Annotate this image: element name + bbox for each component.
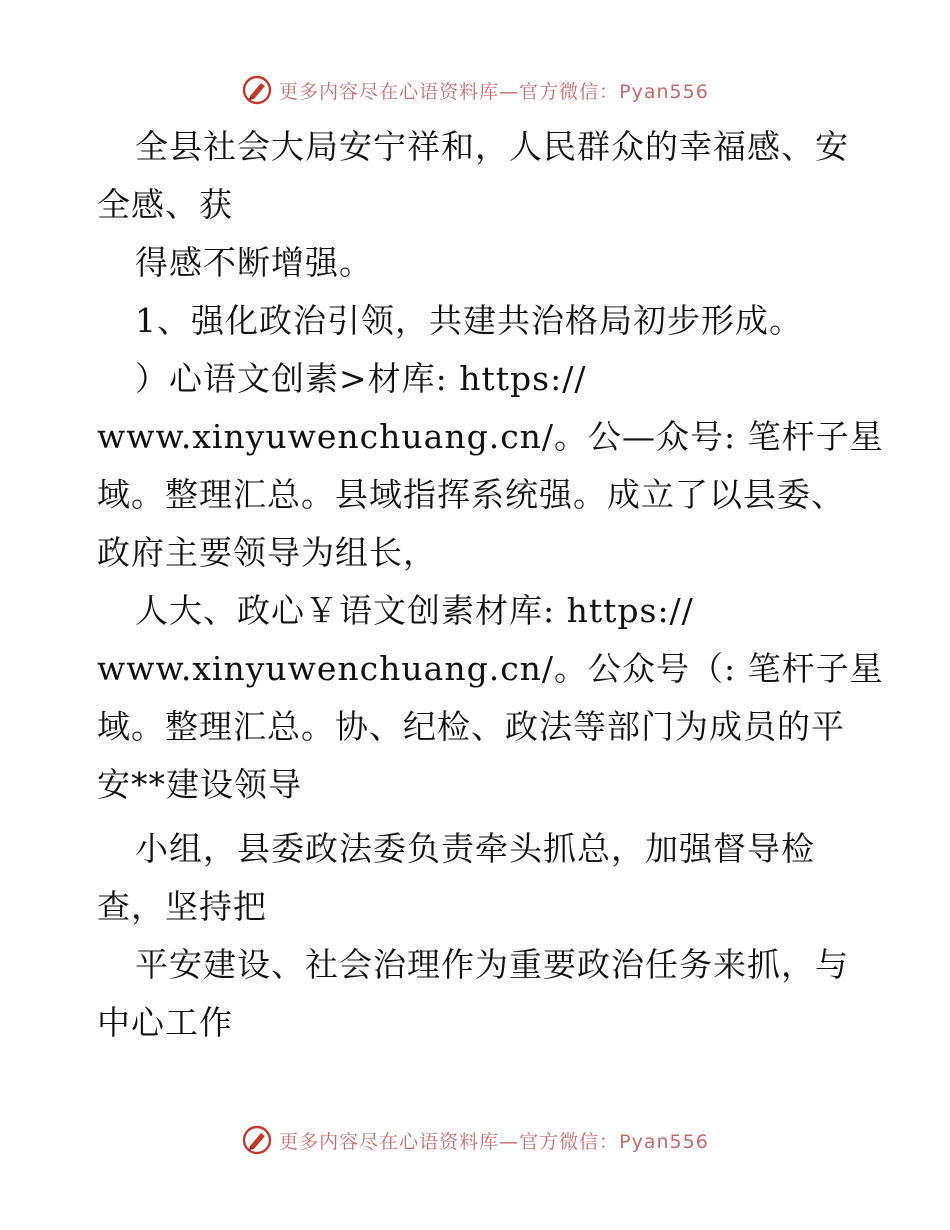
paragraph-line: 平安建设、社会治理作为重要政治任务来抓，与 <box>135 945 849 984</box>
paragraph-line: 全县社会大局安宁祥和，人民群众的幸福感、安 <box>135 127 849 166</box>
header-watermark-text: 更多内容尽在心语资料库—官方微信：Pyan556 <box>279 80 709 103</box>
paragraph-line: 政府主要领导为组长， <box>97 533 437 572</box>
paragraph-line: 全感、获 <box>97 185 233 224</box>
pen-logo-icon <box>241 74 273 106</box>
paragraph-line: 得感不断增强。 <box>135 243 373 282</box>
paragraph-line: 人大、政心￥语文创素材库: https:// <box>135 591 694 630</box>
paragraph-line: 域。整理汇总。协、纪检、政法等部门为成员的平 <box>97 707 845 746</box>
paragraph-line: www.xinyuwenchuang.cn/。公—众号: 笔杆子星 <box>97 417 884 456</box>
paragraph-line: 1、强化政治引领，共建共治格局初步形成。 <box>135 301 803 340</box>
paragraph-line: 小组，县委政法委负责牵头抓总，加强督导检 <box>135 829 815 868</box>
footer-watermark-text: 更多内容尽在心语资料库—官方微信：Pyan556 <box>279 1130 709 1153</box>
pen-logo-icon <box>241 1124 273 1156</box>
header-watermark <box>0 70 950 110</box>
paragraph-line: www.xinyuwenchuang.cn/。公众号（: 笔杆子星 <box>97 649 884 688</box>
paragraph-line: 查，坚持把 <box>97 887 267 926</box>
paragraph-line: 域。整理汇总。县域指挥系统强。成立了以县委、 <box>97 475 845 514</box>
paragraph-line: 安**建设领导 <box>97 765 302 804</box>
paragraph-line: 中心工作 <box>97 1003 233 1042</box>
paragraph-line: ）心语文创素>材库: https:// <box>135 359 587 398</box>
footer-watermark <box>0 1120 950 1160</box>
